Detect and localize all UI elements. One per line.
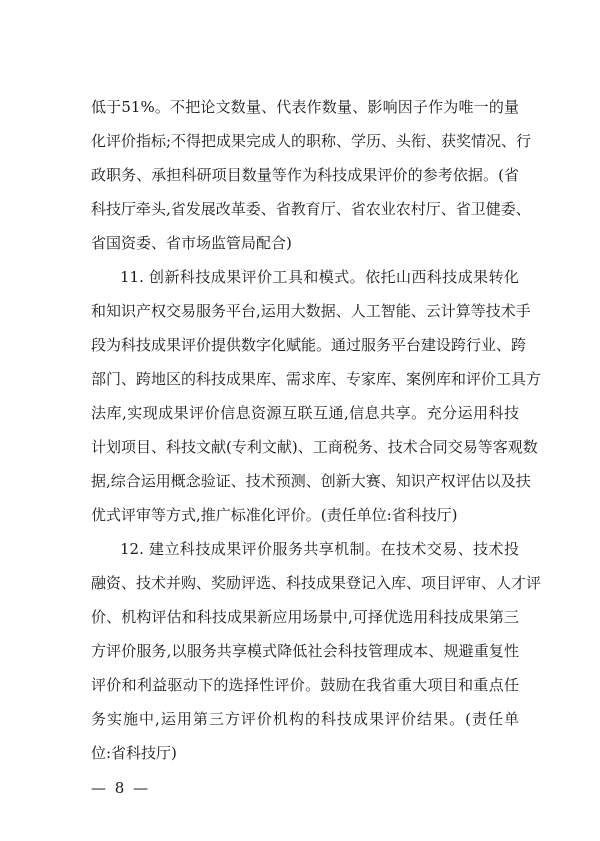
paragraph-line: 化评价指标;不得把成果完成人的职称、学历、头衔、获奖情况、行 (91, 132, 532, 150)
item-11-line: 段为科技成果评价提供数字化赋能。通过服务平台建设跨行业、跨 (91, 336, 527, 354)
item-12-line: 价、机构评估和科技成果新应用场景中,可择优选用科技成果第三 (91, 608, 519, 626)
item-12-line: 融资、技术并购、奖励评选、科技成果登记入库、项目评审、人才评 (91, 574, 542, 592)
item-12-line: 评价和利益驱动下的选择性评价。鼓励在我省重大项目和重点任 (91, 676, 519, 694)
item-11-line: 计划项目、科技文献(专利文献)、工商税务、技术合同交易等客观数 (91, 438, 538, 456)
paragraph-line: 省国资委、省市场监管局配合) (91, 234, 292, 252)
item-12-heading-line: 12. 建立科技成果评价服务共享机制。在技术交易、技术投 (120, 540, 519, 558)
item-11-heading-line: 11. 创新科技成果评价工具和模式。依托山西科技成果转化 (120, 268, 519, 286)
item-12-line: 方评价服务,以服务共享模式降低社会科技管理成本、规避重复性 (91, 642, 519, 660)
item-12-line: 位:省科技厅) (91, 744, 177, 762)
paragraph-line: 政职务、承担科研项目数量等作为科技成果评价的参考依据。(省 (91, 166, 519, 184)
item-11-line: 优式评审等方式,推广标准化评价。(责任单位:省科技厅) (91, 506, 458, 524)
item-11-line: 部门、跨地区的科技成果库、需求库、专家库、案例库和评价工具方 (91, 370, 542, 388)
paragraph-line: 低于51%。不把论文数量、代表作数量、影响因子作为唯一的量 (91, 98, 519, 116)
item-11-line: 据,综合运用概念验证、技术预测、创新大赛、知识产权评估以及扶 (91, 472, 531, 490)
paragraph-line: 科技厅牵头,省发展改革委、省教育厅、省农业农村厅、省卫健委、 (91, 200, 531, 218)
item-11-line: 和知识产权交易服务平台,运用大数据、人工智能、云计算等技术手 (91, 302, 531, 320)
page-number: — 8 — (91, 779, 151, 797)
item-11-line: 法库,实现成果评价信息资源互联互通,信息共享。充分运用科技 (91, 404, 519, 422)
item-12-line: 务实施中,运用第三方评价机构的科技成果评价结果。(责任单 (91, 710, 519, 728)
